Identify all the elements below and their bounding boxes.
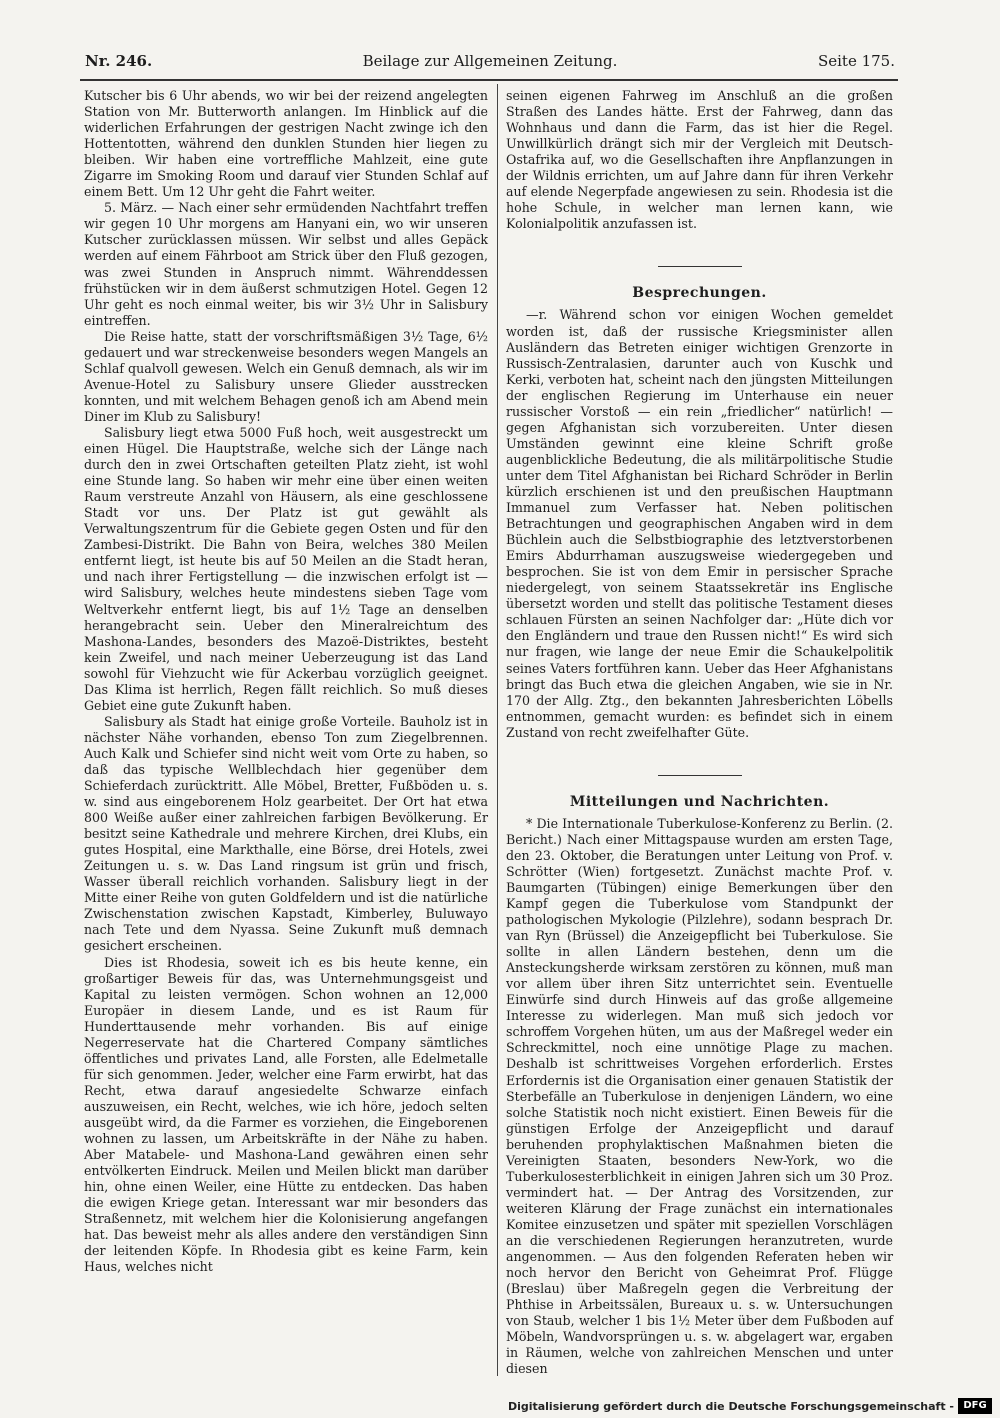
footer-credit: Digitalisierung gefördert durch die Deutsche Forschungsgemeinschaft - (507, 1400, 954, 1413)
paragraph: —r. Während schon vor einigen Wochen gemeldet worden ist, daß der russische Kriegsminister allen Ausländern das Betreten einiger wichtigen Grenzorte in Russisch-Zentralasien, darunter auch von Kuschk und Kerki, verboten hat, scheint nach den jüngsten Mitteilungen der englischen Regierung im Unterhause ein neuer russischer Vorstoß — ein rein „friedlicher“ natürlich! — gegen Afghanistan sich vorzubereiten. Unter diesen Umständen gewinnt eine kleine Schrift große augenblickliche Bedeutung, die als militärpolitische Studie unter dem Titel Afghanistan bei Richard Schröder in Berlin kürzlich erschienen ist und den preußischen Hauptmann Immanuel zum Verfasser hat. Neben politischen Betrachtungen und geographischen Angaben wird in dem Büchlein auch die Selbstbiographie des letztverstorbenen Emirs Abdurrhaman auszugsweise wiedergegeben und besprochen. Sie ist von dem Emir in persischer Sprache niedergelegt, von seinem Staatssekretär ins Englische übersetzt worden und stellt das politische Testament dieses schlauen Fürsten an seinen Nachfolger dar: „Hüte dich vor den Engländern und traue den Russen nicht!“ Es wird sich nur fragen, wie lange der neue Emir die Schaukelpolitik seines Vaters fortführen kann. Ueber das Heer Afghanistans bringt das Buch etwa die gleichen Angaben, wie sie in Nr. 170 der Allg. Ztg., den bekannten Jahresberichten Löbells entnommen, gemacht wurden: es befindet sich in einem Zustand von recht zweifelhafter Güte. (506, 307, 893, 740)
page-header (85, 52, 895, 78)
paragraph: Die Reise hatte, statt der vorschriftsmäßigen 3½ Tage, 6½ gedauert und war streckenweise besonders wegen Mangels an Schlaf qualvoll gewesen. Welch ein Genuß demnach, als wir im Avenue-Hotel zu Salisbury unsere Glieder ausstrecken konnten, und mit welchem Behagen genoß ich am Abend mein Diner im Klub zu Salisbury! (84, 328, 488, 424)
paragraph: Kutscher bis 6 Uhr abends, wo wir bei der reizend angelegten Station von Mr. Butterworth anlangen. Im Hinblick auf die widerlichen Erfahrungen der gestrigen Nacht zwinge ich den Hottentotten, während den dunklen Stunden hier liegen zu bleiben. Wir haben eine vortreffliche Mahlzeit, eine gute Zigarre im Smoking Room und darauf vier Stunden Schlaf auf einem Bett. Um 12 Uhr geht die Fahrt weiter. (84, 88, 488, 200)
footer (0, 1398, 1000, 1418)
paragraph: Dies ist Rhodesia, soweit ich es bis heute kenne, ein großartiger Beweis für das, was Unternehmungsgeist und Kapital zu leisten vermögen. Schon wohnen an 12,000 Europäer in diesem Lande, und es ist Raum für Hunderttausende mehr vorhanden. Bis auf einige Negerreservate hat die Chartered Company sämtliches öffentliches und privates Land, alle Forsten, alle Edelmetalle für sich genommen. Jeder, welcher eine Farm erwirbt, hat das Recht, etwa darauf angesiedelte Schwarze einfach auszuweisen, ein Recht, welches, wie ich höre, jedoch selten ausgeübt wird, da die Farmer es vorziehen, die Eingeborenen wohnen zu lassen, um Arbeitskräfte in der Nähe zu haben. Aber Matabele- und Mashona-Land gewähren einen sehr entvölkerten Eindruck. Meilen und Meilen blickt man darüber hin, ohne einen Weiler, eine Hütte zu entdecken. Das haben die ewigen Kriege getan. Interessant war mir besonders das Straßennetz, mit welchem hier die Kolonisierung angefangen hat. Das beweist mehr als alles andere den verständigen Sinn der leitenden Köpfe. In Rhodesia gibt es keine Farm, kein Haus, welches nicht (84, 954, 488, 1275)
header-issue-number: Nr. 246. (85, 52, 153, 70)
header-page-number: Seite 175. (817, 52, 895, 70)
dfg-logo: DFG (958, 1398, 992, 1414)
spacer (506, 741, 893, 769)
header-rule (80, 79, 898, 81)
spacer (506, 232, 893, 260)
paragraph: Salisbury liegt etwa 5000 Fuß hoch, weit ausgestreckt um einen Hügel. Die Hauptstraße, welche sich der Länge nach durch den in zwei Ortschaften geteilten Platz zieht, ist wohl eine Stunde lang. So haben wir mehr eine über einen weiten Raum verstreute Anzahl von Häusern, als eine geschlossene Stadt vor uns. Der Platz ist gut gewählt als Verwaltungszentrum für die Gebiete gegen Osten und für den Zambesi-Distrikt. Die Bahn von Beira, welches 380 Meilen entfernt liegt, ist heute bis auf 50 Meilen an die Stadt heran, und nach ihrer Fertigstellung — die inzwischen erfolgt ist — wird Salisbury, welches heute mindestens sieben Tage vom Weltverkehr entfernt liegt, bis auf 1½ Tage an denselben herangebracht sein. Ueber den Mineralreichtum des Mashona-Landes, besonders des Mazoë-Distriktes, besteht kein Zweifel, und nach meiner Ueberzeugung ist das Land sowohl für Viehzucht wie für Ackerbau vorzüglich geeignet. Das Klima ist herrlich, Regen fällt reichlich. So muß dieses Gebiet eine gute Zukunft haben. (84, 424, 488, 713)
header-title: Beilage zur Allgemeinen Zeitung. (362, 52, 618, 70)
section-rule (658, 266, 742, 267)
right-column (506, 88, 893, 1377)
left-column (84, 88, 488, 1275)
paragraph: seinen eigenen Fahrweg im Anschluß an die großen Straßen des Landes hätte. Erst der Fahrweg, dann das Wohnhaus und dann die Farm, das ist hier die Regel. Unwillkürlich drängt sich mir der Vergleich mit Deutsch-Ostafrika auf, wo die Gesellschaften ihre Anpflanzungen in der Wildnis errichten, um auf Jahre dann für ihren Verkehr auf elende Negerpfade angewiesen zu sein. Rhodesia ist die hohe Schule, in welcher man lernen kann, wie Kolonialpolitik anzufassen ist. (506, 88, 893, 232)
paragraph: Salisbury als Stadt hat einige große Vorteile. Bauholz ist in nächster Nähe vorhanden, ebenso Ton zum Ziegelbrennen. Auch Kalk und Schiefer sind nicht weit vom Orte zu haben, so daß das typische Wellblechdach hier gegenüber dem Schieferdach zurücktritt. Alle Möbel, Bretter, Fußböden u. s. w. sind aus eingeborenem Holz gearbeitet. Der Ort hat etwa 800 Weiße außer einer zahlreichen farbigen Bevölkerung. Er besitzt seine Kathedrale und mehrere Kirchen, drei Klubs, ein gutes Hospital, eine Markthalle, eine Börse, drei Hotels, zwei Zeitungen u. s. w. Das Land ringsum ist grün und frisch, Wasser überall reichlich vorhanden. Salisbury liegt in der Mitte einer Reihe von guten Goldfeldern und ist die natürliche Zwischenstation zwischen Kapstadt, Kimberley, Buluwayo nach Tete und dem Nyassa. Seine Zukunft muß demnach gesichert erscheinen. (84, 713, 488, 954)
paragraph: * Die Internationale Tuberkulose-Konferenz zu Berlin. (2. Bericht.) Nach einer Mittagspause wurden am ersten Tage, den 23. Oktober, die Beratungen unter Leitung von Prof. v. Schrötter (Wien) fortgesetzt. Zunächst machte Prof. v. Baumgarten (Tübingen) einige Bemerkungen über den Kampf gegen die Tuberkulose vom Standpunkt der pathologischen Mykologie (Pilzlehre), sodann besprach Dr. van Ryn (Brüssel) die Anzeigepflicht bei Tuberkulose. Sie sollte in allen Ländern bestehen, denn um die Ansteckungsherde wirksam zerstören zu können, muß man vor allem über ihren Sitz unterrichtet sein. Eventuelle Einwürfe sind durch Hinweis auf das große allgemeine Interesse zu widerlegen. Man muß sich jedoch vor schroffem Vorgehen hüten, um aus der Maßregel weder ein Schreckmittel, noch eine unnötige Plage zu machen. Deshalb ist schrittweises Vorgehen erforderlich. Erstes Erfordernis ist die Organisation einer genauen Statistik der Sterbefälle an Tuberkulose in denjenigen Ländern, wo eine solche Statistik noch nicht existiert. Einen Beweis für die günstigen Erfolge der Anzeigepflicht und darauf beruhenden prophylaktischen Maßnahmen bieten die Vereinigten Staaten, besonders New-York, wo die Tuberkulosesterblichkeit in einigen Jahren sich um 30 Proz. vermindert hat. — Der Antrag des Vorsitzenden, zur weiteren Klärung der Frage zunächst ein internationales Komitee einzusetzen und später mit speziellen Vorschlägen an die verschiedenen Regierungen heranzutreten, wurde angenommen. — Aus den folgenden Referaten heben wir noch hervor den Bericht von Geheimrat Prof. Flügge (Breslau) über Maßregeln gegen die Verbreitung der Phthise in Arbeitssälen, Bureaux u. s. w. Untersuchungen von Staub, welcher 1 bis 1½ Meter über dem Fußboden auf Möbeln, Wandvorsprüngen u. s. w. abgelagert war, ergaben in Räumen, welche von zahlreichen Menschen und unter diesen (506, 815, 893, 1377)
section-rule (658, 775, 742, 776)
column-divider (497, 84, 498, 1376)
paragraph: 5. März. — Nach einer sehr ermüdenden Nachtfahrt treffen wir gegen 10 Uhr morgens am Hanyani ein, wo wir unseren Kutscher zurücklassen müssen. Wir selbst und alles Gepäck werden auf einem Fährboot am Strick über den Fluß gezogen, was zwei Stunden in Anspruch nimmt. Währenddessen frühstücken wir in dem äußerst schmutzigen Hotel. Gegen 12 Uhr geht es noch einmal weiter, bis wir 3½ Uhr in Salisbury eintreffen. (84, 200, 488, 328)
section-title-mitteilungen: Mitteilungen und Nachrichten. (569, 793, 830, 810)
section-title-besprechungen: Besprechungen. (632, 285, 767, 302)
